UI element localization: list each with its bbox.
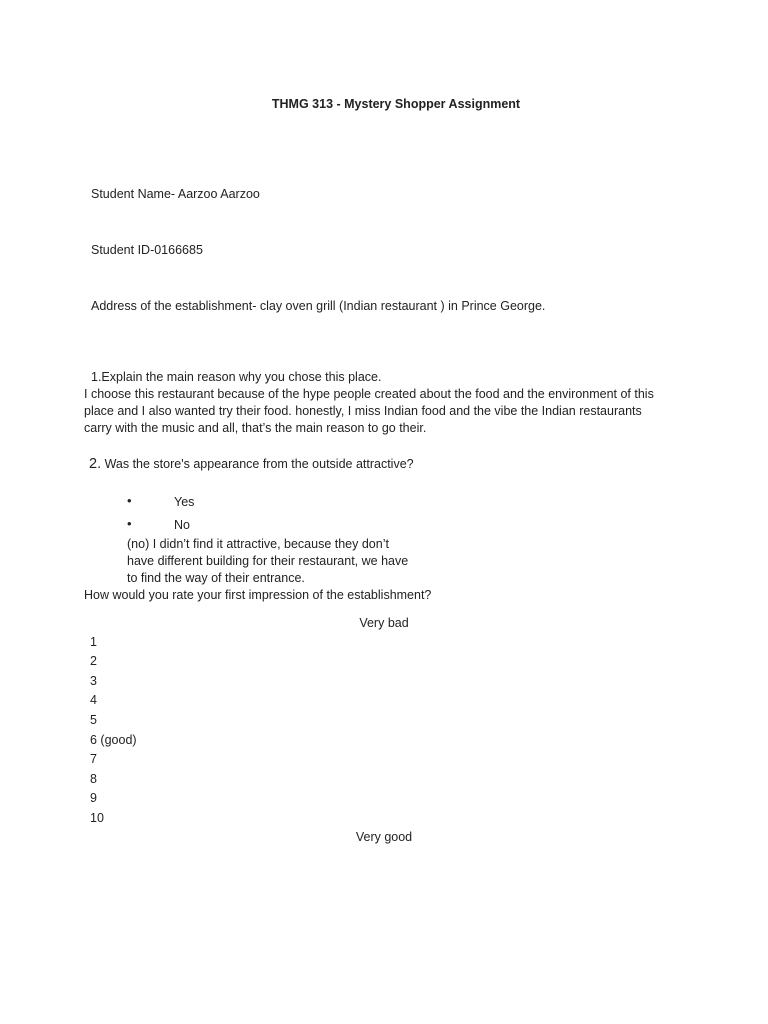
scale-option: 1 xyxy=(90,635,97,649)
scale-option: 8 xyxy=(90,772,97,786)
answer-2-line-3: to find the way of their entrance. xyxy=(127,571,305,585)
scale-option: 10 xyxy=(90,811,104,825)
answer-1-line-2: place and I also wanted try their food. honestly, I miss Indian food and the vibe the Indian restaurants xyxy=(84,404,642,418)
scale-option: 5 xyxy=(90,713,97,727)
scale-option: 2 xyxy=(90,654,97,668)
student-id: Student ID-0166685 xyxy=(91,243,203,257)
option-no: No xyxy=(174,518,190,532)
scale-option: 7 xyxy=(90,752,97,766)
bullet-icon: • xyxy=(127,493,132,508)
answer-1-line-1: I choose this restaurant because of the hype people created about the food and the environment of this xyxy=(84,387,654,401)
student-name: Student Name- Aarzoo Aarzoo xyxy=(91,187,260,201)
option-yes: Yes xyxy=(174,495,195,509)
question-1: 1.Explain the main reason why you chose this place. xyxy=(91,370,382,384)
question-3: How would you rate your first impression of the establishment? xyxy=(84,588,432,602)
scale-high-label: Very good xyxy=(355,830,413,844)
scale-low-label: Very bad xyxy=(359,616,409,630)
scale-option: 6 (good) xyxy=(90,733,137,747)
scale-option: 9 xyxy=(90,791,97,805)
question-2-number: 2. xyxy=(89,456,102,472)
bullet-icon: • xyxy=(127,516,132,531)
answer-1-line-3: carry with the music and all, that’s the main reason to go their. xyxy=(84,421,427,435)
establishment-address: Address of the establishment- clay oven grill (Indian restaurant ) in Prince George. xyxy=(91,299,546,313)
scale-option: 3 xyxy=(90,674,97,688)
answer-2-line-1: (no) I didn’t find it attractive, because they don’t xyxy=(127,537,389,551)
question-2-text: Was the store's appearance from the outside attractive? xyxy=(104,457,414,471)
scale-option: 4 xyxy=(90,693,97,707)
document-title: THMG 313 - Mystery Shopper Assignment xyxy=(271,97,521,111)
question-2 xyxy=(89,456,414,473)
answer-2-line-2: have different building for their restaurant, we have xyxy=(127,554,409,568)
